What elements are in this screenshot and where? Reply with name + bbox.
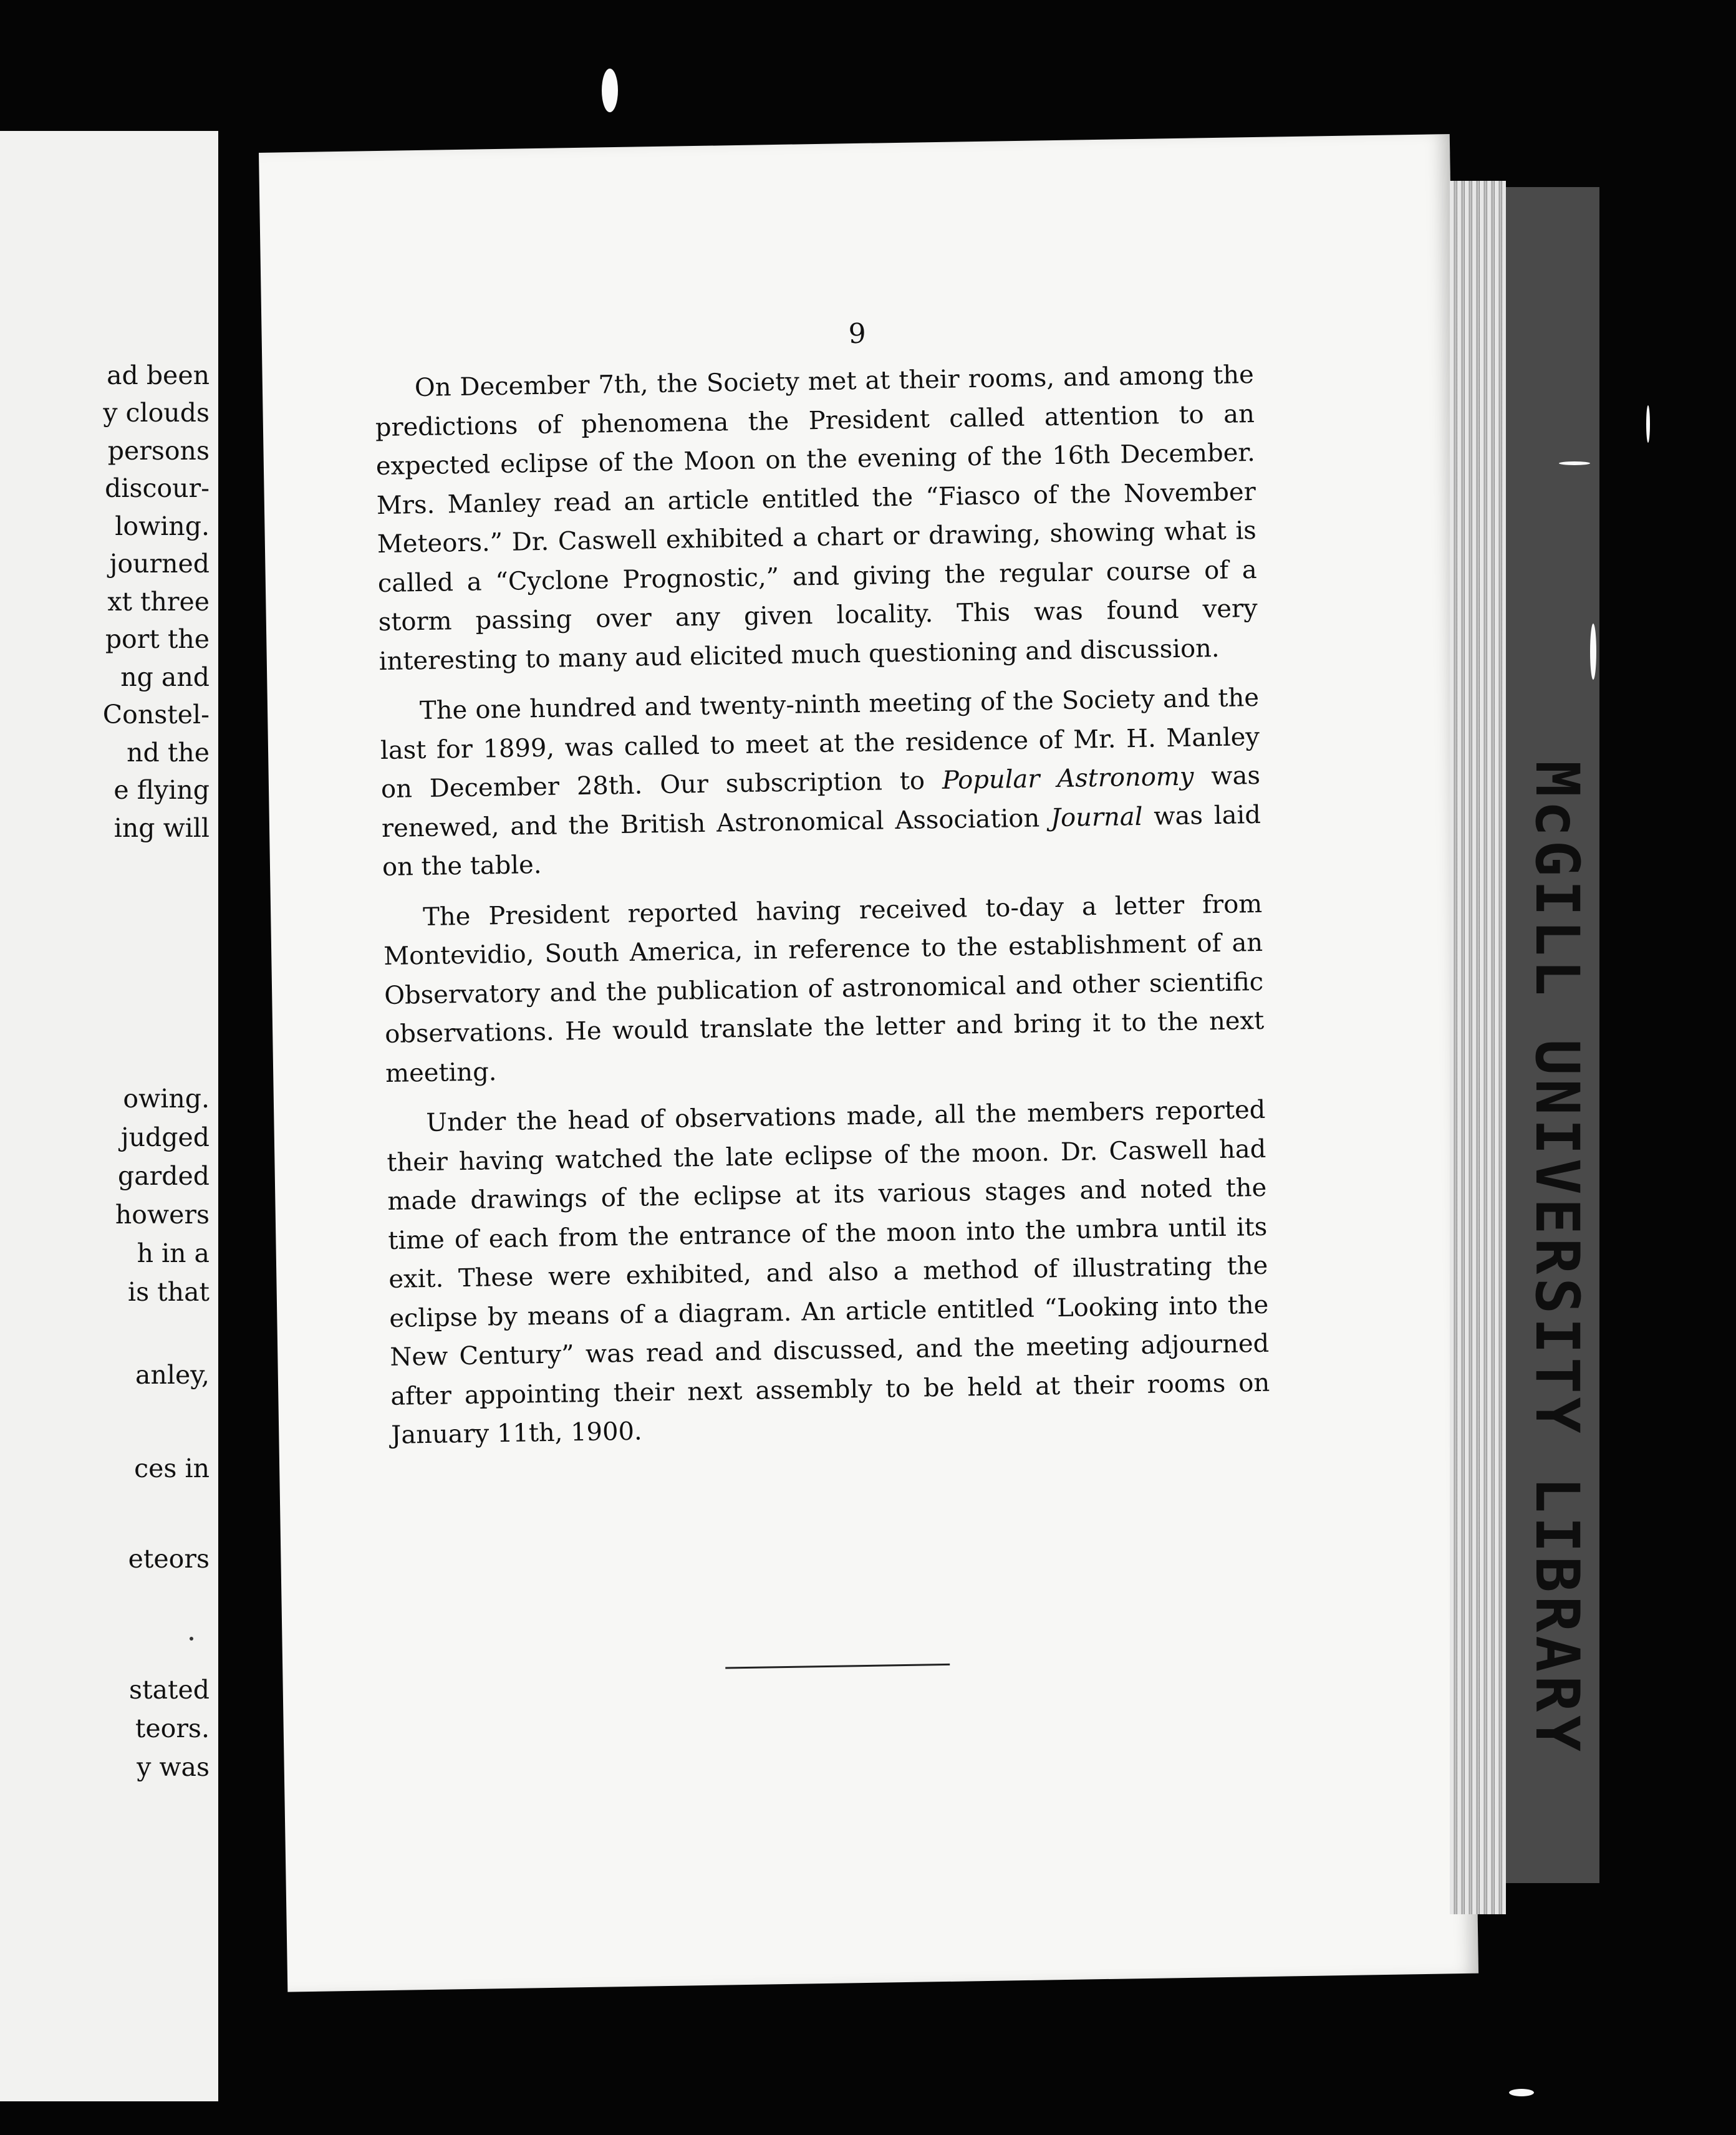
left-page-line: is that <box>128 1277 210 1307</box>
end-rule <box>725 1664 950 1669</box>
left-page-line: xt three <box>107 587 210 617</box>
left-page-line: judged <box>120 1122 210 1152</box>
scan-speck <box>1590 624 1596 680</box>
left-page-line: howers <box>115 1200 210 1230</box>
left-page-line: nd the <box>127 738 210 768</box>
left-page-line: h in a <box>137 1238 210 1268</box>
library-stamp: McGILL UNIVERSITY LIBRARY <box>1522 761 1592 1755</box>
left-page-line: lowing. <box>115 511 210 541</box>
paragraph-129th-meeting <box>380 678 1262 887</box>
left-page-line: Constel- <box>102 700 210 730</box>
left-page-line: ces in <box>134 1453 210 1483</box>
paragraph-text: was renewed, and the British Astronomical Association <box>381 761 1261 843</box>
paragraph-december-7th: On December 7th, the Society met at their rooms, and among the predictions of phenomena the President called attention to an expected eclipse of the Moon on the evening of the 16th December. Mrs. Manley read an article entitled the “Fiasco of the November Meteors.” Dr. Caswell exhibited a chart or drawing, showing what is called a “Cyclone Prognostic,” and giving the regular course of a storm passing over any given locality. This was found very interesting to many aud elicited much questioning and discussion. <box>375 360 1258 676</box>
left-page-line: anley, <box>135 1360 210 1390</box>
paragraph-text: The one hundred and twenty-ninth meeting of the Society and the last for 1899, was called to meet at the residence of Mr. H. Manley on December 28th. Our subscription to <box>380 683 1260 804</box>
left-page-line: ad been <box>107 360 210 390</box>
left-page-line: e flying <box>113 775 210 805</box>
scan-speck <box>602 69 618 112</box>
scan-speck <box>1509 2089 1534 2096</box>
page-number: 9 <box>848 317 867 350</box>
scan-speck <box>1559 461 1590 465</box>
left-page-line: discour- <box>105 473 210 503</box>
left-page-line: ing will <box>113 813 210 843</box>
left-page-line: y was <box>137 1752 210 1782</box>
left-page-line: stated <box>129 1675 210 1705</box>
ink-dot <box>190 1637 193 1641</box>
paragraph-observations: Under the head of observations made, all the members reported their having watched the late eclipse of the moon. Dr. Caswell had made drawings of the eclipse at its various stages and noted the time of each from the entrance of the moon into the umbra until its exit. These were exhibited, and also a method of illustrating the eclipse by means of a diagram. An article entitled “Looking into the New Century” was read and discussed, and the meeting adjourned after appointing their next assembly to be held at their rooms on January 11th, 1900. <box>387 1095 1270 1450</box>
page-edges <box>1450 181 1506 1914</box>
left-page-line: garded <box>117 1161 210 1191</box>
left-page-line: owing. <box>123 1084 210 1114</box>
left-page-line: persons <box>107 436 210 466</box>
paragraph-text: was laid on the table. <box>382 800 1261 882</box>
paragraph-montevidio-letter: The President reported having received to-day a letter from Montevidio, South America, in reference to the establishment of an Observatory and the publication of astronomical and other scientific observations. He would translate the letter and bring it to the next meeting. <box>383 889 1265 1088</box>
body-text <box>374 355 1270 1466</box>
left-page-line: ng and <box>120 662 210 692</box>
journal-title: Popular Astronomy <box>942 762 1194 795</box>
left-page-line: eteors <box>128 1544 210 1574</box>
left-page <box>0 131 218 2101</box>
journal-title: Journal <box>1050 802 1143 832</box>
scan-speck <box>1646 405 1650 443</box>
left-page-line: journed <box>109 549 210 579</box>
left-page-line: teors. <box>135 1713 210 1743</box>
right-page <box>259 134 1478 1992</box>
left-page-line: y clouds <box>103 398 210 428</box>
left-page-line: port the <box>105 624 210 654</box>
